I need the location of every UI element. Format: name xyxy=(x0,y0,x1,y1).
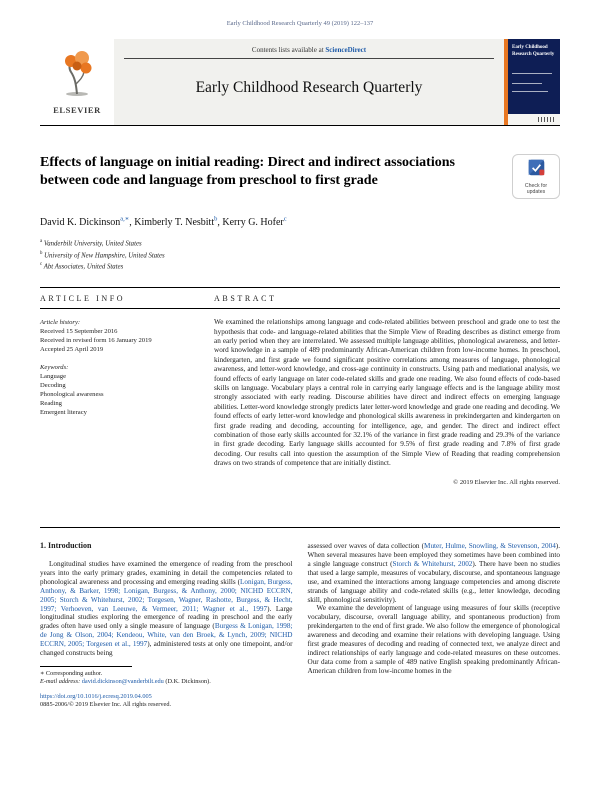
article-info-heading: ARTICLE INFO xyxy=(40,294,126,304)
history-item: Received 15 September 2016 xyxy=(40,328,118,336)
elsevier-wordmark: ELSEVIER xyxy=(53,104,101,115)
corresponding-author-note: ∗ Corresponding author. xyxy=(40,670,103,677)
crossmark-icon xyxy=(528,159,545,181)
text-segment: ), administered tests at only one timepoint, and/or changed constructs being xyxy=(40,640,293,658)
intro-paragraph-2 xyxy=(308,542,561,604)
author xyxy=(134,217,222,228)
section-heading-introduction: 1. Introduction xyxy=(40,541,92,551)
author-name: Kerry G. Hofer xyxy=(222,217,284,229)
cover-rule xyxy=(512,91,548,92)
info-abstract-headings xyxy=(40,288,560,309)
affiliation-sup: c xyxy=(40,261,43,267)
text-segment: assessed over waves of data collection ( xyxy=(307,542,425,551)
info-abstract-section xyxy=(40,287,560,528)
contents-line xyxy=(252,46,366,54)
elsevier-tree-icon xyxy=(57,50,97,103)
info-abstract-content xyxy=(40,309,560,527)
citation-link[interactable]: Burgess & Lonigan, 1998; de Jong & Olson, 2004; Kendeou, White, van den Broek, & Lynch, 2009; NICHD ECCRN, 2005; Torgesen et al., 1997 xyxy=(40,622,293,649)
author-sup[interactable]: a,∗ xyxy=(120,216,130,223)
header-bottom-rule xyxy=(40,125,560,126)
doi-block xyxy=(40,693,560,709)
text-segment: ). There have been no studies that used a large sample, measures of vocabulary, discourse, and spontaneous language use, and examined the interactions among language competencies and among discrete strands of language ability and code-related skills (e.g., letter knowledge, decoding skill, phonological sensitivity). xyxy=(307,559,560,604)
affiliation-list xyxy=(40,237,560,271)
check-for-updates-badge[interactable] xyxy=(512,154,560,199)
article-title: Effects of language on initial reading: Direct and indirect associations between code and language from preschool to first grade xyxy=(40,155,455,188)
keyword: Reading xyxy=(40,400,62,408)
author-name: Kimberly T. Nesbitt xyxy=(134,217,215,229)
author-list xyxy=(40,215,560,228)
abstract-text: We examined the relationships among language and code-related abilities between preschool and grade one to test the hypothesis that code- and language-related abilities that the Simple View of Reading describes as distinct emerge from an early period when they are interrelated. We assessed multiple language abilities, phonological awareness, and letter-word knowledge in a sample of 489 predominantly African-American children from low-income homes. In preschool, kindergarten, and first grade we found significant positive correlations among measures of language, phonological awareness, and letter-word knowledge, and cross-age continuity in constructs. Using path and mediational analysis, we found effects of early language on later code-related skills and grade one reading. We also found effects of code-based skills on language. Vocabulary plays a central role in carrying early language effects and is the language ability most strongly associated with early reading. Discourse abilities have direct and indirect effects on emerging language abilities. Letter-word knowledge strongly predicts later letter-word knowledge and grade one reading and decoding. We found effects of early letter-word knowledge and phonological skills awareness in prekindergarten and kindergarten on first grade reading and decoding, accounting for intelligence, age, and gender. The direct and indirect effect combination of those early skills accounted for 32.1% of the variance in first grade reading and 29.3% of the variance in first grade decoding. Early language skills accounted for 9.5% of first grade reading and 7.8% of first grade decoding. Our results call into question the assumption of the Simple View of Reading that reading comprehension draws on two strands of competence that are initially distinct. xyxy=(214,318,560,468)
cover-title: Early Childhood Research Quarterly xyxy=(512,45,555,57)
spacer xyxy=(40,354,198,363)
affiliation xyxy=(40,249,560,260)
sciencedirect-link[interactable]: ScienceDirect xyxy=(325,46,367,54)
issn-copyright-line: 0885-2006/© 2019 Elsevier Inc. All rights reserved. xyxy=(40,701,172,708)
author xyxy=(222,217,286,228)
citation-link[interactable]: Lonigan, Burgess, Anthony, & Barker, 1998; Lonigan, Burgess, & Anthony, 2000; NICHD ECCRN, 2005; Storch & Whitehurst, 2002; Torgesen, Wagner, Rashotte, Burgess, & Hecht, 1997; Verhoeven, van Leeuwe, & Vermeer, 2011; Wagner et al., 1997 xyxy=(40,577,293,613)
email-note xyxy=(40,678,293,686)
email-link[interactable]: david.dickinson@vanderbilt.edu xyxy=(81,678,164,685)
cover-footer-strip xyxy=(508,114,560,125)
abstract-heading: ABSTRACT xyxy=(214,294,277,304)
journal-header xyxy=(40,39,560,125)
elsevier-logo xyxy=(40,39,114,125)
affiliation-text: Vanderbilt University, United States xyxy=(43,240,142,248)
email-label: E-mail address: xyxy=(40,678,82,685)
article-info-column xyxy=(40,318,198,515)
cover-rule xyxy=(512,83,542,84)
body-columns xyxy=(40,542,560,686)
author xyxy=(40,217,134,228)
left-column xyxy=(40,542,293,686)
cover-barcode xyxy=(538,117,556,122)
citation-link[interactable]: Muter, Hulme, Snowling, & Stevenson, 2004 xyxy=(424,542,556,551)
text-segment: ). Large longitudinal studies exploring the emergence of reading in preschool and the early grades often have used only a single measure of language ( xyxy=(40,604,293,631)
title-row xyxy=(40,154,560,199)
affiliation xyxy=(40,237,560,248)
contents-prefix: Contents lists available at xyxy=(251,46,326,54)
badge-label: Check for updates xyxy=(524,183,548,195)
affiliation xyxy=(40,260,560,271)
author-sup[interactable]: b xyxy=(214,216,218,223)
history-item: Received in revised form 16 January 2019 xyxy=(40,337,152,345)
keyword: Emergent literacy xyxy=(40,409,87,417)
author-sup[interactable]: c xyxy=(283,216,287,223)
affiliation-sup: b xyxy=(40,250,43,256)
footnote-rule xyxy=(40,666,132,667)
history-item: Accepted 25 April 2019 xyxy=(40,346,104,354)
journal-citation-line: Early Childhood Research Quarterly 49 (2019) 122–137 xyxy=(226,20,374,27)
journal-title: Early Childhood Research Quarterly xyxy=(195,78,423,96)
text-segment: ). When several measures have been employed they sometimes have been combined into a single language construct ( xyxy=(307,542,560,568)
abstract-column xyxy=(214,318,560,515)
author-name: David K. Dickinson xyxy=(40,217,121,229)
affiliation-text: University of New Hampshire, United States xyxy=(44,251,165,259)
copyright-line: © 2019 Elsevier Inc. All rights reserved. xyxy=(453,478,560,486)
article-history-label: Article history: xyxy=(40,319,81,327)
right-column xyxy=(308,542,561,686)
author-separator: , xyxy=(217,217,223,229)
text-segment: Longitudinal studies have examined the emergence of reading from the preschool years into the early primary grades, examining in detail the competencies related to phonological awareness and processing and emerging reading skills ( xyxy=(40,560,293,586)
citation-link[interactable]: Storch & Whitehurst, 2002 xyxy=(392,559,473,568)
cover-orange-stripe xyxy=(504,39,508,125)
keyword: Phonological awareness xyxy=(40,391,104,399)
keywords-label: Keywords: xyxy=(40,364,69,372)
affiliation-text: Abt Associates, United States xyxy=(43,263,124,271)
keyword: Language xyxy=(40,373,66,381)
keyword: Decoding xyxy=(40,382,66,390)
affiliation-sup: a xyxy=(40,239,43,245)
email-suffix: (D.K. Dickinson). xyxy=(163,678,211,685)
doi-link[interactable]: https://doi.org/10.1016/j.ecresq.2019.04.005 xyxy=(40,693,152,700)
author-separator: , xyxy=(129,217,135,229)
footnote-block xyxy=(40,658,293,686)
intro-paragraph-1 xyxy=(40,560,293,658)
cover-rule xyxy=(512,73,552,74)
journal-cover-thumbnail xyxy=(504,39,560,125)
header-center xyxy=(114,39,504,125)
intro-paragraph-3: We examine the development of language using measures of four skills (receptive vocabulary, discourse, overall language ability, and spontaneous production) from prekindergarten to the end of first grade. We also follow the emergence of phonological awareness and decoding and examine their relations with developing language. Using first grade measures of decoding and reading of connected text, we analyze direct and indirect relationships of early language and code-related measures on these outcomes. Our data come from a sample of 489 native English speaking predominantly African-American children from low-income homes in the xyxy=(307,604,560,675)
